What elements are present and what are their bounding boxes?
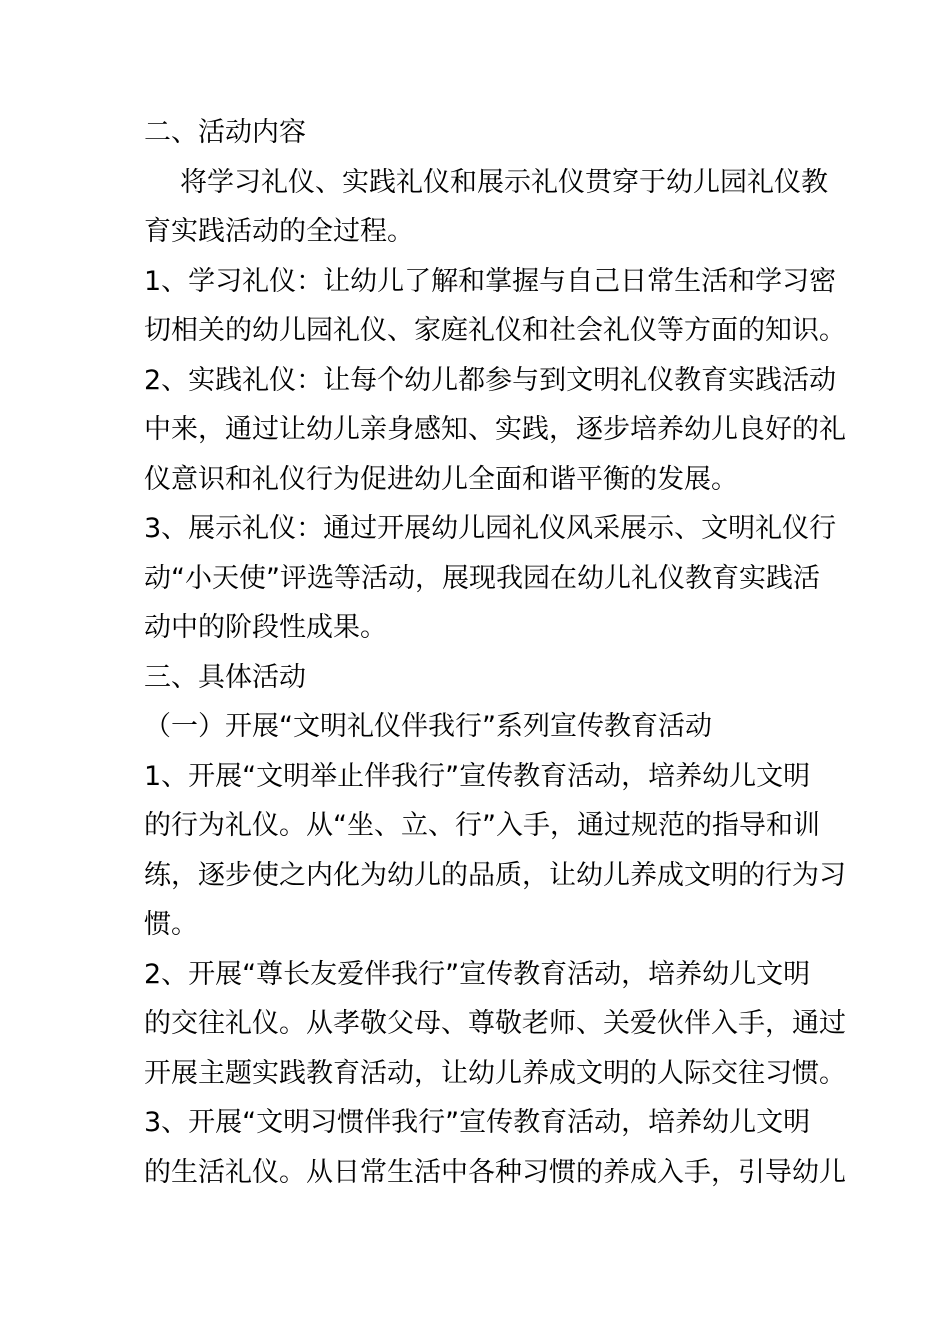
- paragraph-line: 中来，通过让幼儿亲身感知、实践，逐步培养幼儿良好的礼: [144, 414, 846, 445]
- paragraph-line: 的行为礼仪。从“坐、立、行”入手，通过规范的指导和训: [144, 810, 820, 841]
- list-item-civilized-behavior: 1、开展“文明举止伴我行”宣传教育活动，培养幼儿文明: [144, 760, 811, 792]
- paragraph-line: 动中的阶段性成果。: [144, 612, 387, 643]
- document-body: [144, 108, 846, 1197]
- paragraph-line: 练，逐步使之内化为幼儿的品质，让幼儿养成文明的行为习: [144, 859, 846, 891]
- list-item-practice-etiquette: 2、实践礼仪：让每个幼儿都参与到文明礼仪教育实践活动: [144, 364, 837, 396]
- section-heading-specific-activities: 三、具体活动: [144, 661, 306, 693]
- paragraph-line: 育实践活动的全过程。: [144, 216, 414, 247]
- list-item-show-etiquette: 3、展示礼仪：通过开展幼儿园礼仪风采展示、文明礼仪行: [144, 513, 837, 544]
- section-heading-activity-content: 二、活动内容: [144, 117, 306, 148]
- list-item-civilized-habits: 3、开展“文明习惯伴我行”宣传教育活动，培养幼儿文明: [144, 1107, 811, 1138]
- paragraph-line: 的生活礼仪。从日常生活中各种习惯的养成入手，引导幼儿: [144, 1156, 846, 1188]
- list-item-respect-elders: 2、开展“尊长友爱伴我行”宣传教育活动，培养幼儿文明: [144, 958, 811, 990]
- paragraph-line: 惯。: [144, 909, 198, 940]
- paragraph-line: 仪意识和礼仪行为促进幼儿全面和谐平衡的发展。: [144, 463, 738, 495]
- list-item-learn-etiquette: 1、学习礼仪：让幼儿了解和掌握与自己日常生活和学习密: [144, 265, 837, 297]
- paragraph-line: 切相关的幼儿园礼仪、家庭礼仪和社会礼仪等方面的知识。: [144, 315, 846, 346]
- paragraph-line: 动“小天使”评选等活动，展现我园在幼儿礼仪教育实践活: [144, 562, 820, 594]
- paragraph-line: 将学习礼仪、实践礼仪和展示礼仪贯穿于幼儿园礼仪教: [180, 166, 828, 198]
- paragraph-line: 开展主题实践教育活动，让幼儿养成文明的人际交往习惯。: [144, 1057, 846, 1089]
- paragraph-line: 的交往礼仪。从孝敬父母、尊敬老师、关爱伙伴入手，通过: [144, 1008, 846, 1039]
- subsection-heading: （一）开展“文明礼仪伴我行”系列宣传教育活动: [144, 711, 712, 742]
